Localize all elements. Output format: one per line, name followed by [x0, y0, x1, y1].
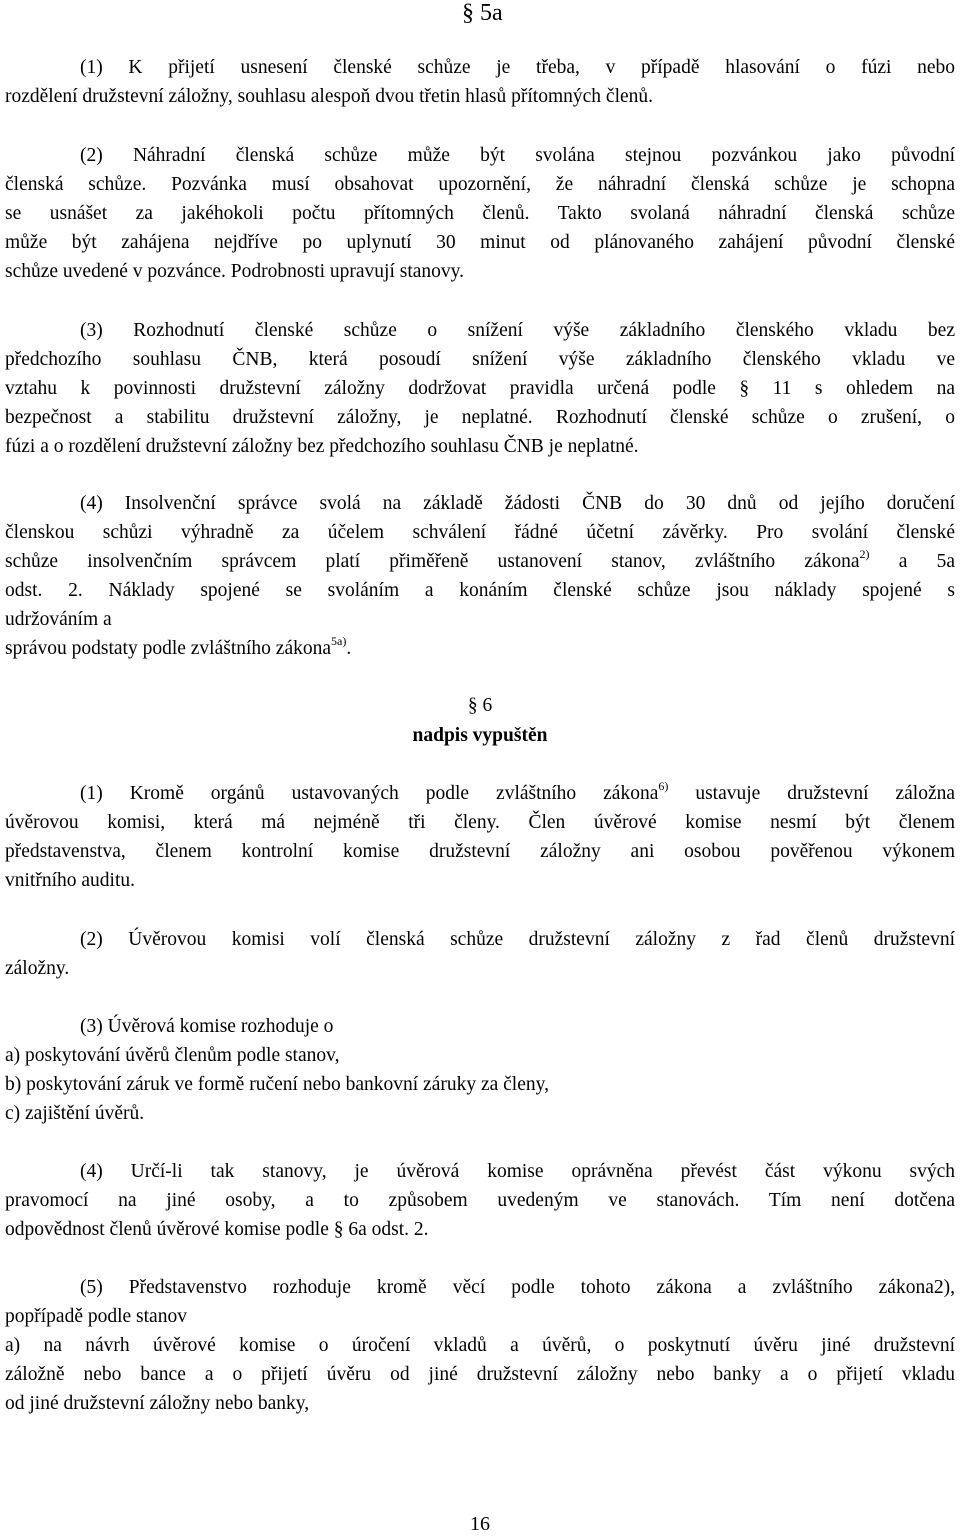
text-line: rozdělení družstevní záložny, souhlasu alespoň dvou třetin hlasů přítomných členů. — [5, 86, 654, 107]
section-6-title: nadpis vypuštěn — [412, 725, 548, 746]
section-5a-heading: § 5a — [462, 0, 503, 26]
text-line: (2) Náhradní členská schůze může být svolána stejnou pozvánkou jako původní — [80, 145, 955, 166]
text-line: (4) Určí-li tak stanovy, je úvěrová komise oprávněna převést část výkonu svých — [80, 1161, 955, 1182]
text-line: může být zahájena nejdříve po uplynutí 30 minut od plánovaného zahájení původní členské — [5, 232, 955, 253]
text-line: záložně nebo bance a o přijetí úvěru od jiné družstevní záložny nebo banky a o přijetí vkladu — [5, 1364, 955, 1385]
text-line: (5) Představenstvo rozhoduje kromě věcí podle tohoto zákona a zvláštního zákona2), — [80, 1277, 955, 1298]
text-line: udržováním a — [5, 609, 112, 630]
text-line: vnitřního auditu. — [5, 870, 135, 891]
text-line: členskou schůzi výhradně za účelem schválení řádné účetní závěrky. Pro svolání členské — [5, 522, 955, 543]
text-line — [5, 634, 955, 663]
text-line — [5, 779, 955, 808]
footnote-ref: 6) — [658, 778, 669, 793]
text-line: úvěrovou komisi, která má nejméně tři členy. Člen úvěrové komise nesmí být členem — [5, 812, 955, 833]
text-fragment: schůze insolvenčním správcem platí přiměřeně ustanovení stanov, zvláštního zákona — [5, 551, 860, 572]
text-fragment: (1) Kromě orgánů ustavovaných podle zvláštního zákona — [80, 783, 659, 804]
text-line: popřípadě podle stanov — [5, 1306, 187, 1327]
list-item: a) poskytování úvěrů členům podle stanov, — [5, 1045, 340, 1066]
text-line: bezpečnost a stabilitu družstevní záložny, je neplatné. Rozhodnutí členské schůze o zrušení, o — [5, 407, 955, 428]
page-number: 16 — [470, 1513, 490, 1535]
text-line: odst. 2. Náklady spojené se svoláním a konáním členské schůze jsou náklady spojené s — [5, 580, 955, 601]
list-item: b) poskytování záruk ve formě ručení nebo bankovní záruky za členy, — [5, 1074, 549, 1095]
footnote-ref: 2) — [859, 546, 870, 561]
text-fragment: a 5a — [869, 551, 955, 572]
text-line: (4) Insolvenční správce svolá na základě žádosti ČNB do 30 dnů od jejího doručení — [80, 493, 955, 514]
list-item: c) zajištění úvěrů. — [5, 1103, 145, 1124]
list-item: a) na návrh úvěrové komise o úročení vkladů a úvěrů, o poskytnutí úvěru jiné družstevní — [5, 1335, 955, 1356]
text-line: se usnášet za jakéhokoli počtu přítomných členů. Takto svolaná náhradní členská schůze — [5, 203, 955, 224]
text-line: (2) Úvěrovou komisi volí členská schůze družstevní záložny z řad členů družstevní — [80, 929, 955, 950]
text-line: (3) Úvěrová komise rozhoduje o — [80, 1016, 334, 1037]
text-fragment: ustavuje družstevní záložna — [668, 783, 956, 804]
text-line: vztahu k povinnosti družstevní záložny dodržovat pravidla určená podle § 11 s ohledem na — [5, 378, 955, 399]
text-fragment: . — [346, 638, 352, 659]
text-line: (3) Rozhodnutí členské schůze o snížení výše základního členského vkladu bez — [80, 320, 955, 341]
text-line: představenstva, členem kontrolní komise družstevní záložny ani osobou pověřenou výkonem — [5, 841, 955, 862]
text-line: pravomocí na jiné osoby, a to způsobem uvedeným ve stanovách. Tím není dotčena — [5, 1190, 955, 1211]
footnote-ref: 5a) — [331, 633, 347, 648]
text-line: od jiné družstevní záložny nebo banky, — [5, 1393, 310, 1414]
text-line — [5, 547, 955, 576]
text-line: členská schůze. Pozvánka musí obsahovat upozornění, že náhradní členská schůze je schopna — [5, 174, 955, 195]
text-line: záložny. — [5, 958, 70, 979]
text-line: odpovědnost členů úvěrové komise podle § 6a odst. 2. — [5, 1219, 429, 1240]
section-6-heading: § 6 — [467, 695, 493, 716]
text-fragment: správou podstaty podle zvláštního zákona — [5, 638, 332, 659]
text-line: předchozího souhlasu ČNB, která posoudí snížení výše základního členského vkladu ve — [5, 349, 955, 370]
text-line: schůze uvedené v pozvánce. Podrobnosti upravují stanovy. — [5, 261, 465, 282]
text-line: fúzi a o rozdělení družstevní záložny bez předchozího souhlasu ČNB je neplatné. — [5, 436, 639, 457]
text-line: (1) K přijetí usnesení členské schůze je třeba, v případě hlasování o fúzi nebo — [80, 57, 955, 78]
